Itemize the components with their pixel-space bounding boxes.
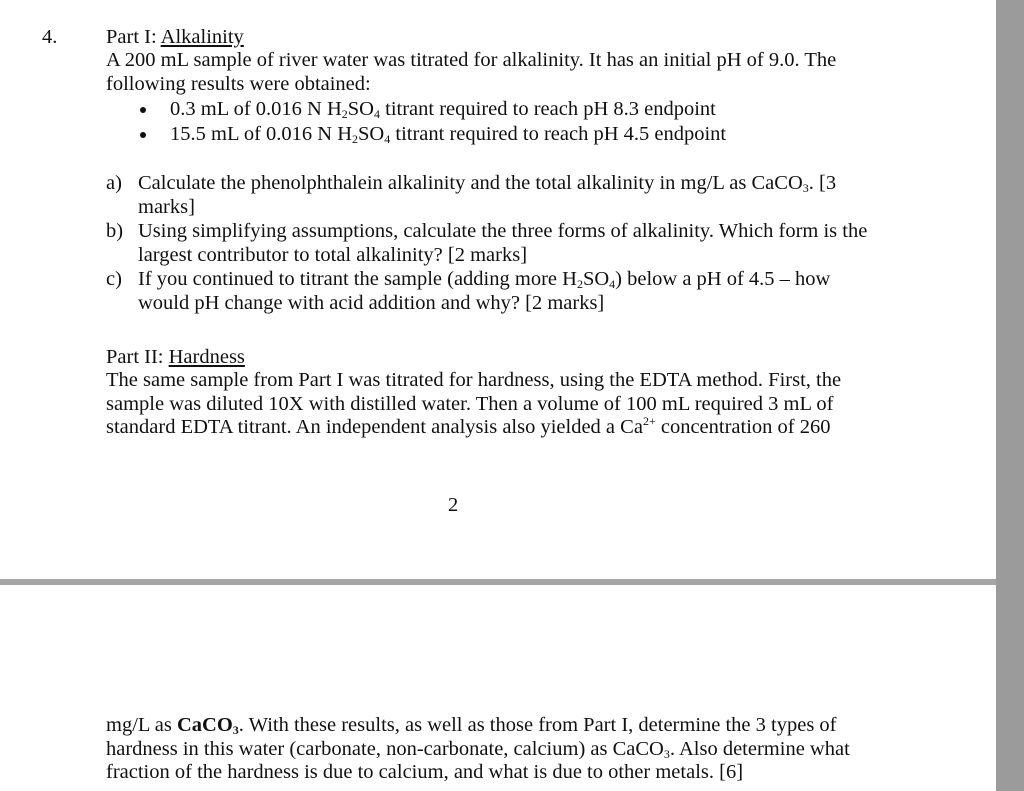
question-c: c) If you continued to titrant the sample (adding more $H_2SO_4$) below a pH of 4.5 – how would pH change with acid addition and why? [2 marks] [106, 268, 831, 314]
part1-title: Alkalinity [160, 26, 244, 48]
part1-questions [106, 172, 876, 316]
question-a: a) Calculate the phenolphthalein alkalinity and the total alkalinity in mg/L as CaCO$_3$. [3 marks] [106, 172, 837, 218]
part1-intro: A 200 mL sample of river water was titrated for alkalinity. It has an initial pH of 9.0. The following results were obtained: [106, 49, 837, 95]
question-b: b) Using simplifying assumptions, calculate the three forms of alkalinity. Which form is the largest contributor to total alkalinity? [2 marks] [106, 220, 868, 266]
part2-text: The same sample from Part I was titrated for hardness, using the EDTA method. First, the sample was diluted 10X with distilled water. Then a volume of 100 mL required 3 mL of standard EDTA titrant. An independent analysis also yielded a $Ca^{2+}$ concentration of 260 [106, 369, 842, 438]
list-item: 0.3 mL of 0.016 N $H_2SO_4$ titrant required to reach pH 8.3 endpoint [138, 97, 726, 122]
part2-heading: Part II: Hardness [106, 346, 245, 368]
part2-title: Hardness [168, 346, 245, 368]
document-page-2 [0, 585, 996, 791]
list-item: 15.5 mL of 0.016 N $H_2SO_4$ titrant required to reach pH 4.5 endpoint [138, 122, 726, 147]
part1-heading: Part I: Alkalinity [106, 26, 244, 48]
question-number: 4. [42, 26, 58, 48]
scrollbar[interactable] [996, 0, 1024, 791]
page-number: 2 [448, 494, 459, 516]
part2-continued-text: mg/L as CaCO$_3$. With these results, as well as those from Part I, determine the 3 types of hardness in this water (carbonate, non-carbonate, calcium) as CaCO$_3$. Also determine what fraction of the hardness is due to calcium, and what is due to other metals. [6] [106, 714, 850, 783]
titration-results-list [138, 97, 726, 147]
